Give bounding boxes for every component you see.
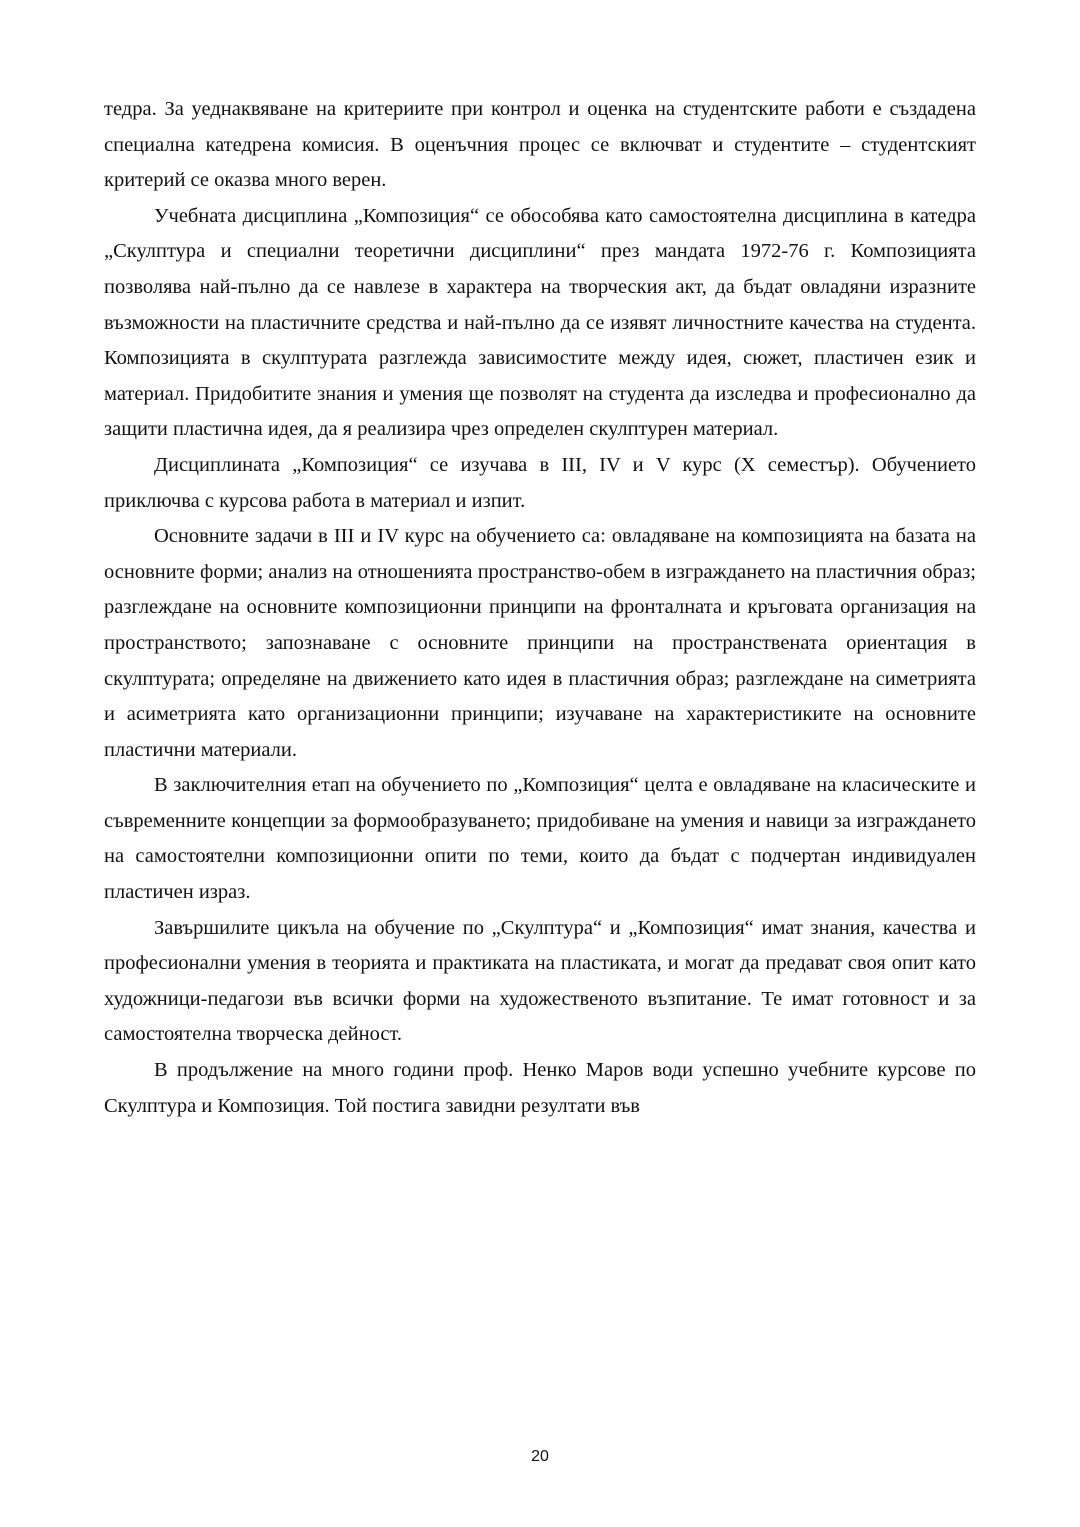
paragraph-2: Учебната дисциплина „Композиция“ се обособява като самостоятелна дисциплина в катедра „Скулптура и специални теоретични дисциплини“ през мандата 1972-76 г. Композицията позволява най-пълно да се навлезе в характера на творческия акт, да бъдат овладяни изразните възможности на пластичните средства и най-пълно да се изявят личностните качества на студента. Композицията в скулптурата разглежда зависимостите между идея, сюжет, пластичен език и материал. Придобитите знания и умения ще позволят на студента да изследва и професионално да защити пластична идея, да я реализира чрез определен скулптурен материал. (104, 204, 976, 441)
paragraph-5: В заключителния етап на обучението по „Композиция“ целта е овладяване на класическите и съвременните концепции за формообразуването; придобиване на умения и навици за изграждането на самостоятелни композиционни опити по теми, които да бъдат с подчертан индивидуален пластичен израз. (104, 774, 976, 904)
paragraph-1: тедра. За уеднаквяване на критериите при контрол и оценка на студентските работи е създадена специална катедрена комисия. В оценъчния процес се включват и студентите – студентският критерий се оказва много верен. (104, 98, 976, 192)
paragraph-7: В продължение на много години проф. Ненко Маров води успешно учебните курсове по Скулптура и Композиция. Той постига завидни резултати във (104, 1059, 976, 1117)
page-number: 20 (531, 1448, 549, 1465)
page-body (104, 92, 976, 1124)
paragraph-3: Дисциплината „Композиция“ се изучава в III, IV и V курс (X семестър). Обучението приключва с курсова работа в материал и изпит. (104, 453, 976, 512)
paragraph-4: Основните задачи в III и IV курс на обучението са: овладяване на композицията на базата на основните форми; анализ на отношенията пространство-обем в изграждането на пластичния образ; разглеждане на основните композиционни принципи на фронталната и кръговата организация на пространството; запознаване с основните принципи на пространствената ориентация в скулптурата; определяне на движението като идея в пластичния образ; разглеждане на симетрията и асиметрията като организационни принципи; изучаване на характеристиките на основните пластични материали. (104, 525, 976, 761)
paragraph-6: Завършилите цикъла на обучение по „Скулптура“ и „Композиция“ имат знания, качества и професионални умения в теорията и практиката на пластиката, и могат да предават своя опит като художници-педагози във всички форми на художественото възпитание. Те имат готовност и за самостоятелна творческа дейност. (104, 916, 976, 1046)
